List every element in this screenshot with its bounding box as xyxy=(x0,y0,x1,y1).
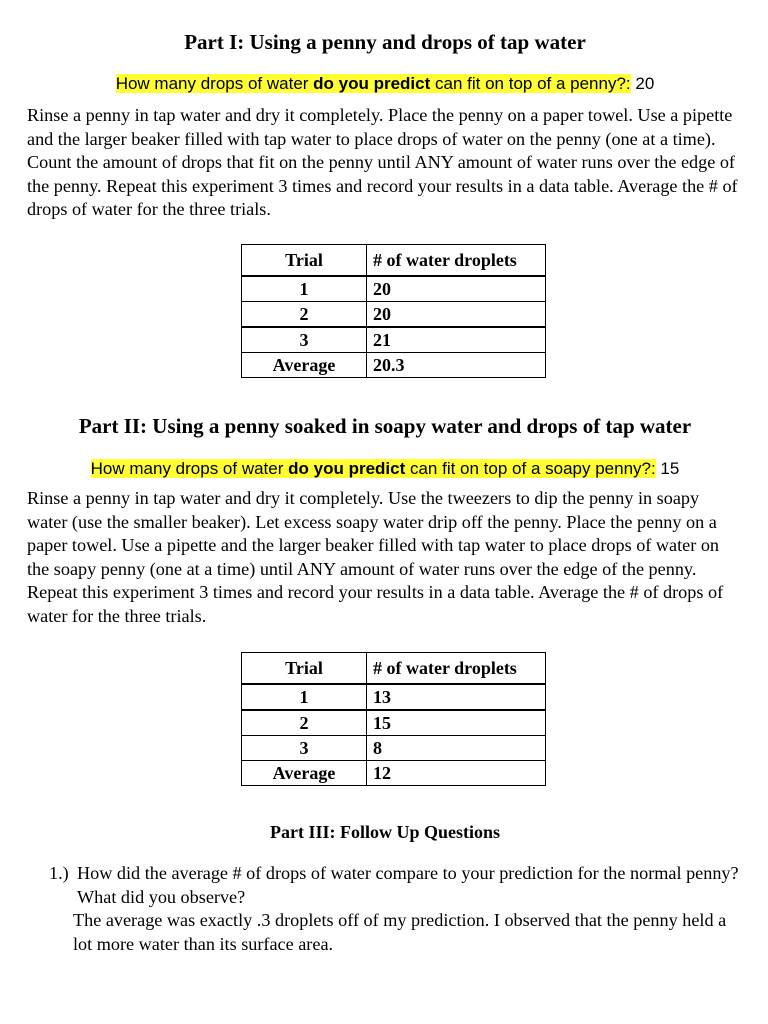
part1-data-table xyxy=(241,244,546,378)
table-header-row xyxy=(242,653,546,685)
part3-heading: Part III: Follow Up Questions xyxy=(269,822,500,842)
question-answer: The average was exactly .3 droplets off of my prediction. I observed that the penny held a lot more water than its surface area. xyxy=(73,910,727,954)
question-text: How did the average # of drops of water compare to your prediction for the normal penny? What did you observe? xyxy=(77,863,739,907)
table-row xyxy=(242,684,546,710)
part1-prediction-suffix: can fit on top of a penny?: xyxy=(430,74,631,93)
table-header-droplets: # of water droplets xyxy=(367,653,546,685)
table-header-trial: Trial xyxy=(242,653,367,685)
part2-heading: Part II: Using a penny soaked in soapy water and drops of tap water xyxy=(78,414,692,438)
table-cell-trial: 2 xyxy=(242,302,367,328)
part2-prediction-prefix: How many drops of water xyxy=(90,459,289,478)
part1-instructions: Rinse a penny in tap water and dry it completely. Place the penny on a paper towel. Use a pipette and the larger beaker filled with tap water to place drops of water on the penny (one at a time). Count the amount of drops that fit on the penny until ANY amount of water runs over the edge of the penny. Repeat this experiment 3 times and record your results in a data table. Average the # of drops of water for the three trials. xyxy=(27,105,738,220)
table-row xyxy=(242,353,546,378)
table-cell-droplets: 20.3 xyxy=(367,353,546,378)
follow-up-question-list xyxy=(49,862,743,956)
part2-prediction-suffix: can fit on top of a soapy penny?: xyxy=(405,459,656,478)
table-row xyxy=(242,327,546,353)
table-row xyxy=(242,710,546,736)
table-cell-droplets: 13 xyxy=(367,684,546,710)
part2-prediction-bold: do you predict xyxy=(288,459,406,478)
table-cell-trial: 2 xyxy=(242,710,367,736)
table-cell-trial: Average xyxy=(242,353,367,378)
part1-prediction-bold: do you predict xyxy=(313,74,431,93)
part1-prediction-answer: 20 xyxy=(630,74,655,93)
follow-up-question xyxy=(49,862,743,956)
table-cell-droplets: 21 xyxy=(367,327,546,353)
part1-heading: Part I: Using a penny and drops of tap water xyxy=(184,30,586,54)
table-cell-trial: 1 xyxy=(242,276,367,302)
table-header-droplets: # of water droplets xyxy=(367,245,546,277)
table-cell-droplets: 20 xyxy=(367,276,546,302)
table-cell-droplets: 8 xyxy=(367,736,546,761)
table-cell-droplets: 15 xyxy=(367,710,546,736)
table-row xyxy=(242,736,546,761)
table-header-row xyxy=(242,245,546,277)
table-cell-trial: 1 xyxy=(242,684,367,710)
table-cell-droplets: 12 xyxy=(367,761,546,786)
table-row xyxy=(242,761,546,786)
part2-instructions: Rinse a penny in tap water and dry it completely. Use the tweezers to dip the penny in soapy water (use the smaller beaker). Let excess soapy water drip off the penny. Place the penny on a paper towel. Use a pipette and the larger beaker filled with tap water to place drops of water on the soapy penny (one at a time) until ANY amount of water runs over the edge of the penny. Repeat this experiment 3 times and record your results in a data table. Average the # of drops of water for the three trials. xyxy=(27,488,724,626)
part2-prediction xyxy=(27,457,743,481)
part2-prediction-answer: 15 xyxy=(655,459,680,478)
question-number: 1.) xyxy=(49,863,69,883)
table-cell-trial: 3 xyxy=(242,327,367,353)
table-row xyxy=(242,302,546,328)
table-cell-droplets: 20 xyxy=(367,302,546,328)
table-cell-trial: Average xyxy=(242,761,367,786)
part2-data-table xyxy=(241,652,546,786)
part1-prediction-prefix: How many drops of water xyxy=(115,74,314,93)
part1-prediction xyxy=(27,72,743,96)
table-row xyxy=(242,276,546,302)
table-header-trial: Trial xyxy=(242,245,367,277)
table-cell-trial: 3 xyxy=(242,736,367,761)
